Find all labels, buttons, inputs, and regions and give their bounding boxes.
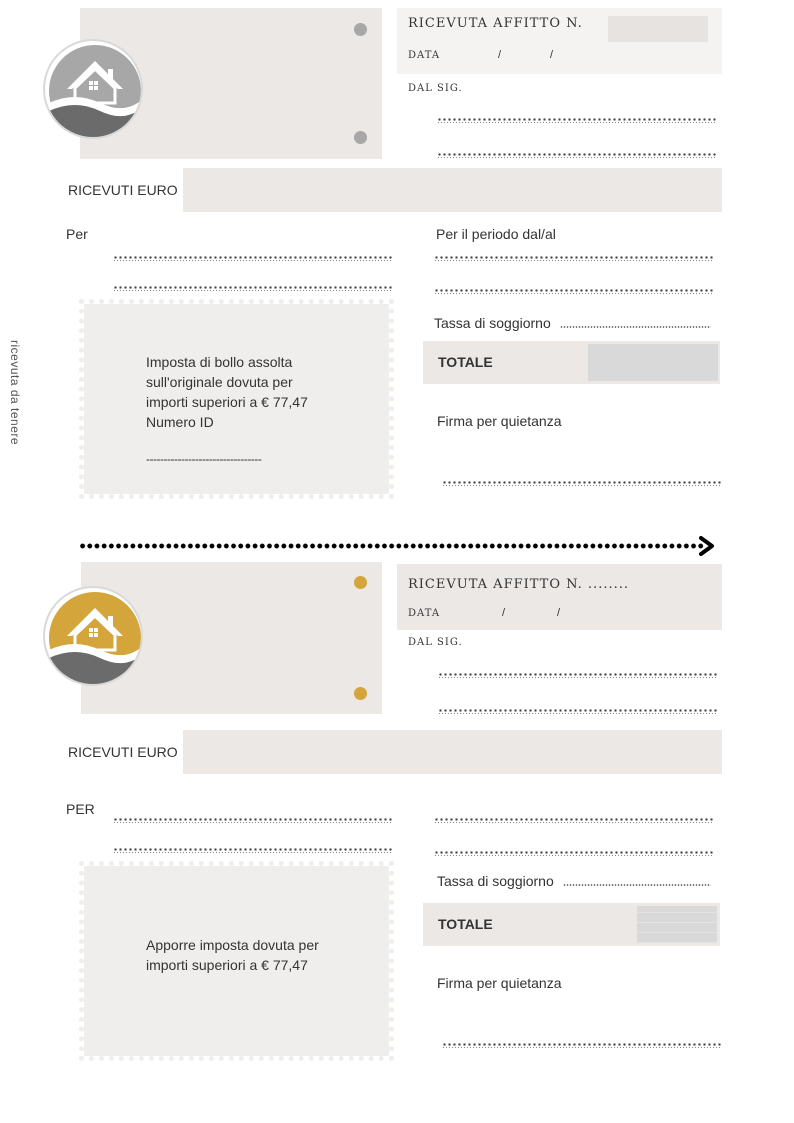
- date-label: DATA: [408, 50, 441, 61]
- total-amount-field[interactable]: [637, 906, 717, 943]
- period-line-1[interactable]: [434, 256, 714, 259]
- period-line-1[interactable]: [434, 818, 714, 821]
- from-line-1[interactable]: [437, 118, 717, 121]
- per-label: PER: [66, 801, 95, 817]
- receipt-number-field[interactable]: [608, 16, 708, 42]
- from-label: DAL SIG.: [408, 637, 463, 648]
- received-label: RICEVUTI EURO: [68, 182, 178, 198]
- stamp-line: Imposta di bollo assolta: [146, 354, 293, 370]
- signature-line[interactable]: [442, 481, 722, 484]
- stamp-line: importi superiori a € 77,47: [146, 957, 308, 973]
- date-label: DATA: [408, 608, 441, 619]
- received-amount-field[interactable]: [183, 730, 722, 774]
- total-label: TOTALE: [438, 354, 493, 370]
- period-line-2[interactable]: [434, 289, 714, 292]
- punch-hole: [354, 576, 367, 589]
- cut-line: [79, 543, 704, 549]
- received-label: RICEVUTI EURO: [68, 744, 178, 760]
- punch-hole: [354, 23, 367, 36]
- stamp-line: sull'originale dovuta per: [146, 374, 293, 390]
- per-line-1[interactable]: [113, 818, 393, 821]
- received-amount-field[interactable]: [183, 168, 722, 212]
- signature-label: Firma per quietanza: [437, 413, 562, 429]
- punch-hole: [354, 131, 367, 144]
- stamp-id-dashes: ---------------------------------: [146, 452, 262, 466]
- from-line-2[interactable]: [438, 709, 718, 712]
- house-icon: [45, 588, 143, 686]
- stamp-line: Numero ID: [146, 414, 214, 430]
- per-line-1[interactable]: [113, 256, 393, 259]
- receipt-2-title-panel: [397, 564, 722, 630]
- tax-line[interactable]: [560, 326, 711, 328]
- signature-line[interactable]: [442, 1043, 722, 1046]
- per-line-2[interactable]: [113, 286, 393, 289]
- tax-label: Tassa di soggiorno: [434, 315, 551, 331]
- receipt-title: RICEVUTA AFFITTO N. ........: [408, 577, 629, 592]
- stamp-line: Apporre imposta dovuta per: [146, 937, 319, 953]
- receipt-title: RICEVUTA AFFITTO N.: [408, 16, 583, 31]
- tax-line[interactable]: [563, 884, 711, 886]
- stamp-line: importi superiori a € 77,47: [146, 394, 308, 410]
- date-separator: /: [498, 49, 502, 61]
- chevron-right-icon: [698, 536, 716, 556]
- signature-label: Firma per quietanza: [437, 975, 562, 991]
- total-amount-field[interactable]: [588, 344, 718, 381]
- house-logo: [43, 586, 143, 686]
- side-label: ricevuta da tenere: [8, 340, 22, 446]
- tax-label: Tassa di soggiorno: [437, 873, 554, 889]
- from-line-2[interactable]: [437, 153, 717, 156]
- total-label: TOTALE: [438, 916, 493, 932]
- house-logo: [43, 39, 143, 139]
- per-label: Per: [66, 226, 88, 242]
- date-separator: /: [557, 607, 561, 619]
- per-line-2[interactable]: [113, 848, 393, 851]
- punch-hole: [354, 687, 367, 700]
- stamp-text: [146, 352, 308, 432]
- from-line-1[interactable]: [438, 673, 718, 676]
- date-separator: /: [550, 49, 554, 61]
- period-line-2[interactable]: [434, 851, 714, 854]
- stamp-text: [146, 935, 319, 975]
- period-label: Per il periodo dal/al: [436, 226, 556, 242]
- date-separator: /: [502, 607, 506, 619]
- house-icon: [45, 41, 143, 139]
- from-label: DAL SIG.: [408, 83, 463, 94]
